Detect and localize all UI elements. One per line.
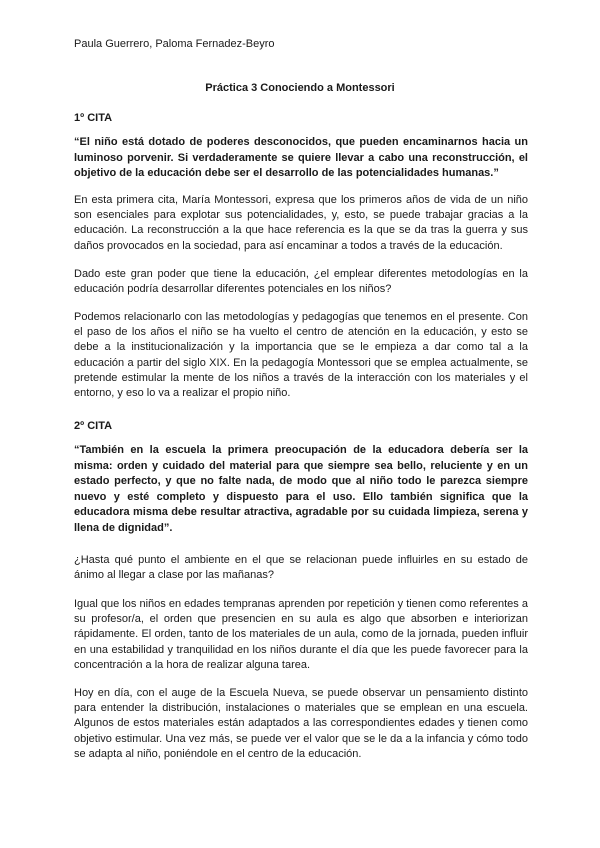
section-1-paragraph-3: Podemos relacionarlo con las metodologías y pedagogías que tenemos en el presente. Con el paso de los años el niño se ha vuelto el centro de atención en la educación, y esto se debe a la institucionalización y la importancia que se le empieza a dar como tal a la educación a partir del siglo XIX. En la pedagogía Montessori que se emplea actualmente, se pretende estimular la mente de los niños a través de la interacción con los materiales y el entorno, y eso lo va a realizar el propio niño. bbox=[74, 311, 528, 400]
section-2-heading: 2º CITA bbox=[74, 420, 113, 432]
section-1-heading: 1º CITA bbox=[74, 112, 113, 124]
section-1-paragraph-1: En esta primera cita, María Montessori, expresa que los primeros años de vida de un niño son esenciales para explotar sus potencialidades, y, esto, se puede trabajar gracias a la educación. La reconstrucción a la que hace referencia es la que se da tras la guerra y sus daños provocados en la sociedad, para así encaminar a todos a través de la educación. bbox=[74, 194, 528, 252]
section-1-paragraph-2: Dado este gran poder que tiene la educación, ¿el emplear diferentes metodologías en la educación podría desarrollar diferentes potenciales en los niños? bbox=[74, 268, 528, 296]
author-line: Paula Guerrero, Paloma Fernadez-Beyro bbox=[74, 38, 275, 50]
page-title: Práctica 3 Conociendo a Montessori bbox=[205, 82, 395, 94]
section-2-paragraph-1: ¿Hasta qué punto el ambiente en el que se relacionan puede influirles en su estado de ánimo al llegar a clase por las mañanas? bbox=[74, 554, 528, 582]
section-2-quote: “También en la escuela la primera preocupación de la educadora debería ser la misma: orden y cuidado del material para que siempre sea bello, reluciente y en un estado perfecto, y que no falte nada, de modo que al niño todo le parezca siempre nuevo y esté completo y dispuesto para el uso. Ello también significa que la educadora misma debe resultar atractiva, agradable por su cuidada limpieza, serena y llena de dignidad”. bbox=[74, 444, 528, 534]
section-2-paragraph-3: Hoy en día, con el auge de la Escuela Nueva, se puede observar un pensamiento distinto para entender la distribución, instalaciones o materiales que se emplean en una escuela. Algunos de estos materiales están adaptados a las correspondientes edades y tienen como objetivo estimular. Una vez más, se puede ver el valor que se le da a la infancia y cómo todo se adapta al niño, poniéndole en el centro de la educación. bbox=[74, 687, 528, 760]
section-1-quote: “El niño está dotado de poderes desconocidos, que pueden encaminarnos hacia un luminoso porvenir. Si verdaderamente se quiere llevar a cabo una reconstrucción, el objetivo de la educación debe ser el desarrollo de las potencialidades humanas.” bbox=[74, 136, 528, 180]
section-2-paragraph-2: Igual que los niños en edades tempranas aprenden por repetición y tienen como referentes a su profesor/a, el orden que presencien en su aula es algo que absorben e interiorizan rápidamente. El orden, tanto de los materiales de un aula, como de la jornada, pueden influir en una estabilidad y tranquilidad en los niños durante el día que les puede favorecer para la concentración a la hora de realizar alguna tarea. bbox=[74, 598, 528, 671]
